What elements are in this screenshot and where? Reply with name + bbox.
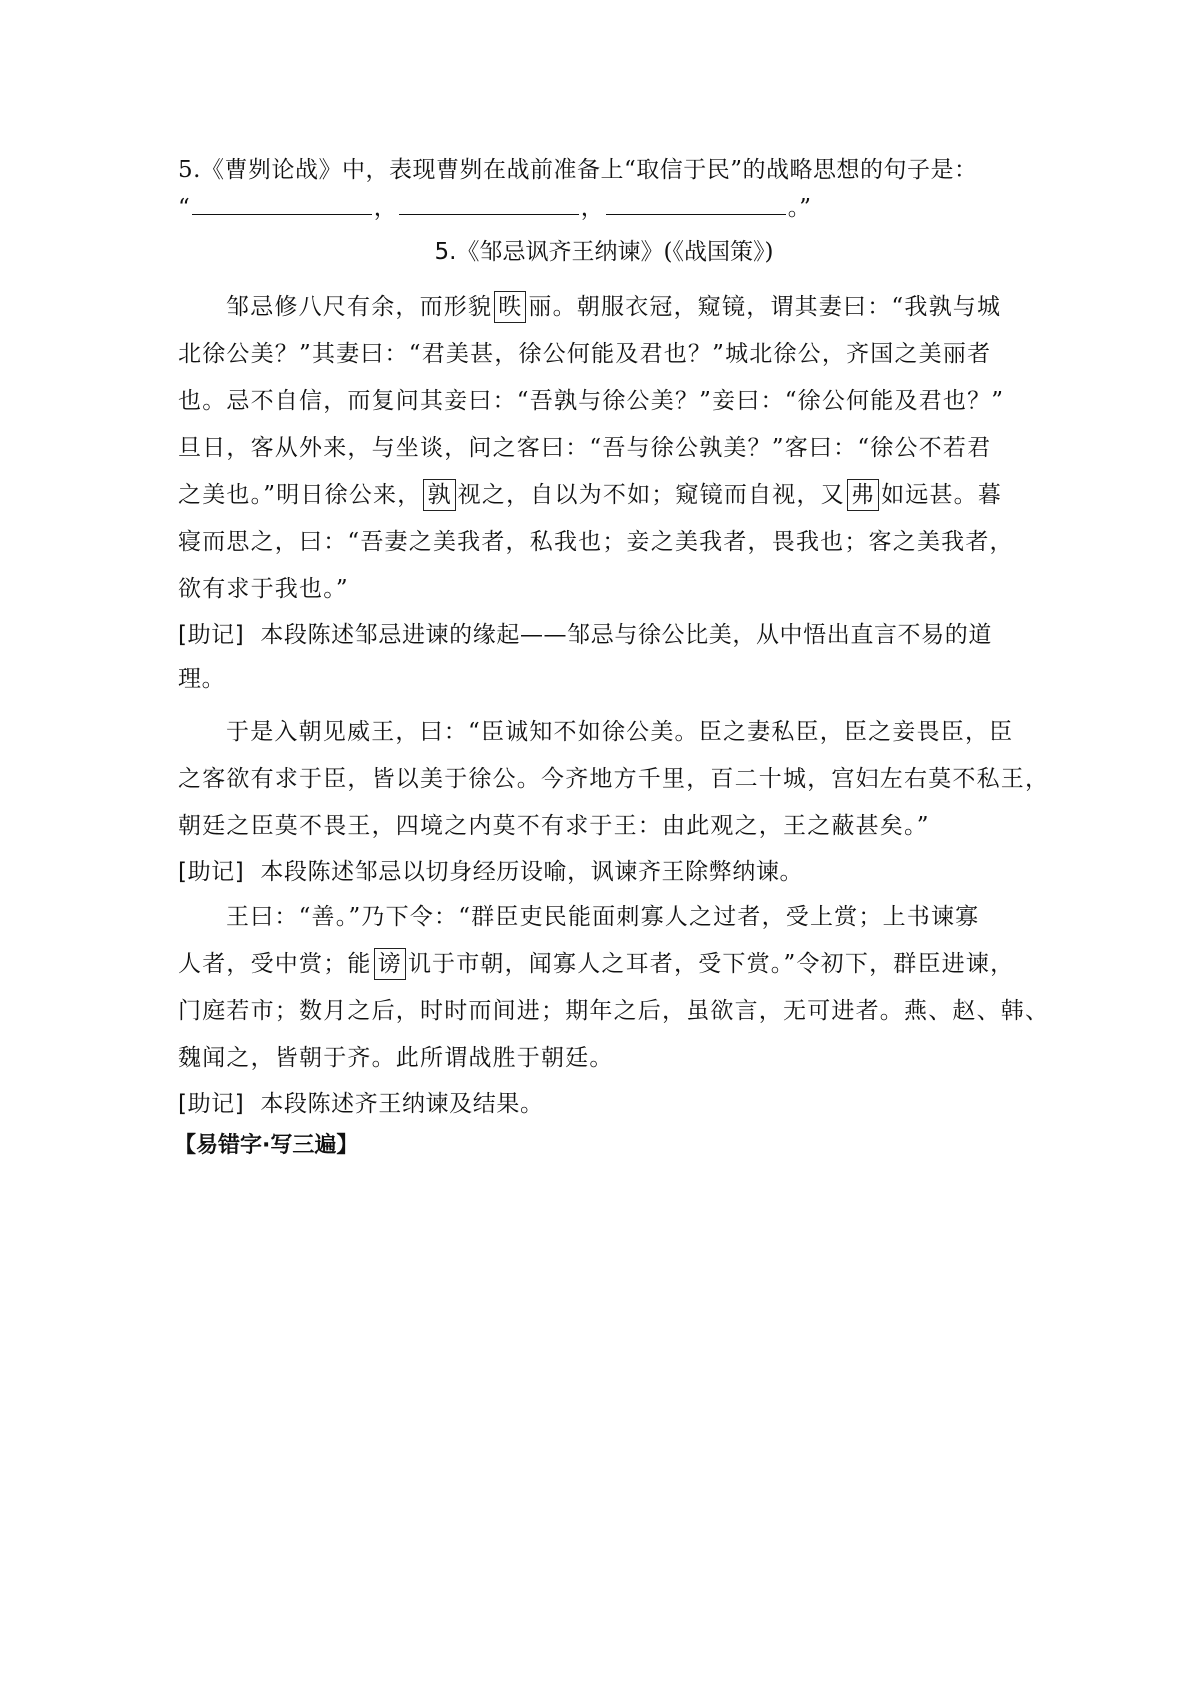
highlighted-character: 昳 xyxy=(494,291,526,323)
memo-note-3 xyxy=(178,1082,1030,1126)
note-text: 本段陈述邹忌以切身经历设喻，讽谏齐王除弊纳谏。 xyxy=(260,859,804,885)
text-segment: 丽。朝服衣冠，窥镜，谓其妻曰：“我孰与城 xyxy=(528,294,1002,320)
paragraph-1 xyxy=(178,284,1030,613)
note-line xyxy=(178,850,1030,894)
paragraph-line: 朝廷之臣莫不畏王，四境之内莫不有求于王：由此观之，王之蔽甚矣。” xyxy=(178,813,930,839)
answer-blank-2[interactable] xyxy=(399,192,579,215)
paragraph-line: 之客欲有求于臣，皆以美于徐公。今齐地方千里，百二十城，宫妇左右莫不私王， xyxy=(178,766,1050,792)
note-tag: [助记] xyxy=(178,1091,245,1117)
open-quote: “ xyxy=(178,195,190,221)
answer-blank-1[interactable] xyxy=(192,192,372,215)
section-source: (《战国策》) xyxy=(663,239,774,265)
question-5-prompt: 5.《曹刿论战》中，表现曹刿在战前准备上“取信于民”的战略思想的句子是： xyxy=(178,157,978,183)
section-title xyxy=(178,232,1030,272)
note-line: 理。 xyxy=(178,666,226,692)
text-segment: 讥于市朝，闻寡人之耳者，受下赏。”令初下，群臣进谏， xyxy=(407,951,1015,977)
highlighted-character: 谤 xyxy=(374,948,406,980)
highlighted-character: 孰 xyxy=(423,479,455,511)
highlighted-character: 弗 xyxy=(847,479,879,511)
error-prone-characters-heading: 【易错字·写三遍】 xyxy=(174,1133,359,1158)
note-tag: [助记] xyxy=(178,859,245,885)
paragraph-line xyxy=(178,941,1030,988)
paragraph-line: 门庭若市；数月之后，时时而间进；期年之后，虽欲言，无可进者。燕、赵、韩、 xyxy=(178,998,1050,1024)
document-page xyxy=(174,150,1050,1166)
paragraph-line: 也。忌不自信，而复问其妾曰：“吾孰与徐公美？”妾曰：“徐公何能及君也？” xyxy=(178,388,1005,414)
text-segment: 人者，受中赏；能 xyxy=(178,951,372,977)
paragraph-line xyxy=(178,472,1030,519)
memo-note-2 xyxy=(178,850,1030,894)
paragraph-line: 欲有求于我也。” xyxy=(178,576,349,602)
paragraph-line: 于是入朝见威王，曰：“臣诚知不如徐公美。臣之妻私臣，臣之妾畏臣，臣 xyxy=(226,719,1014,745)
comma-1: ， xyxy=(373,195,397,221)
answer-blank-3[interactable] xyxy=(606,192,786,215)
note-line xyxy=(178,1082,1030,1126)
paragraph-line: 魏闻之，皆朝于齐。此所谓战胜于朝廷。 xyxy=(178,1045,614,1071)
paragraph-3 xyxy=(178,894,1050,1082)
paragraph-line: 旦日，客从外来，与坐谈，问之客曰：“吾与徐公孰美？”客曰：“徐公不若君 xyxy=(178,435,992,461)
paragraph-line: 寝而思之，曰：“吾妻之美我者，私我也；妾之美我者，畏我也；客之美我者， xyxy=(178,529,1014,555)
comma-2: ， xyxy=(580,195,604,221)
paragraph-line: 北徐公美？”其妻曰：“君美甚，徐公何能及君也？”城北徐公，齐国之美丽者 xyxy=(178,341,992,367)
note-line xyxy=(178,613,1030,657)
section-title-text: 5.《邹忌讽齐王纳谏》 xyxy=(434,239,664,265)
paragraph-line: 王曰：“善。”乃下令：“群臣吏民能面刺寡人之过者，受上赏；上书谏寡 xyxy=(226,904,980,930)
text-segment: 如远甚。暮 xyxy=(881,482,1003,508)
text-segment: 邹忌修八尺有余，而形貌 xyxy=(226,294,493,320)
note-text: 本段陈述齐王纳谏及结果。 xyxy=(260,1091,544,1117)
question-5-blanks xyxy=(178,190,1030,226)
paragraph-2 xyxy=(178,709,1050,850)
note-tag: [助记] xyxy=(178,622,245,648)
memo-note-1 xyxy=(178,613,1030,701)
text-segment: 之美也。”明日徐公来， xyxy=(178,482,422,508)
close-quote: 。” xyxy=(787,195,812,221)
paragraph-line xyxy=(178,284,1030,331)
text-segment: 视之，自以为不如；窥镜而自视，又 xyxy=(457,482,845,508)
note-text: 本段陈述邹忌进谏的缘起——邹忌与徐公比美，从中悟出直言不易的道 xyxy=(260,622,992,648)
